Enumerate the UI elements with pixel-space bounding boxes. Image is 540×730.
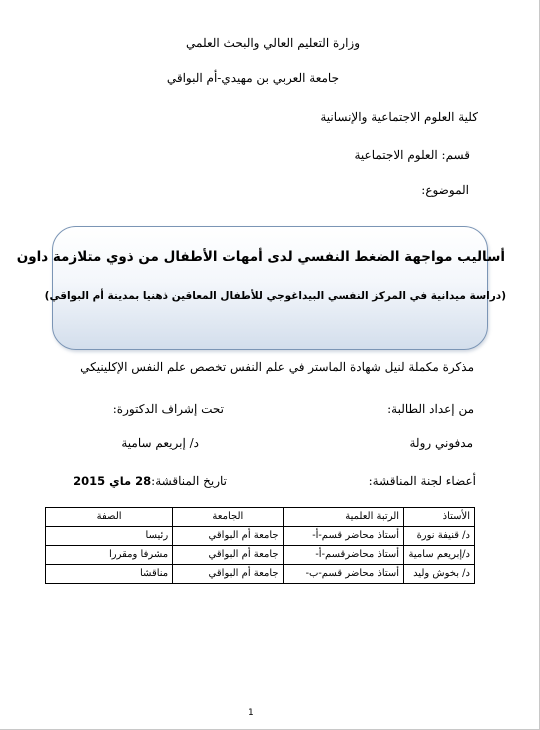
title-box	[52, 226, 488, 350]
discussion-date	[73, 474, 227, 488]
discussion-date-value: 28 ماي 2015	[73, 474, 152, 488]
cell-professor: د/ بخوش وليد	[404, 565, 475, 584]
committee-table	[45, 507, 475, 584]
header-rank: الرتبة العلمية	[283, 508, 404, 527]
department-name: قسم: العلوم الاجتماعية	[354, 148, 470, 162]
thesis-title: أساليب مواجهة الضغط النفسي لدى أمهات الأطفال من ذوي متلازمة داون	[16, 249, 505, 265]
faculty-name: كلية العلوم الاجتماعية والإنسانية	[320, 110, 478, 124]
header-role: الصفة	[46, 508, 173, 527]
cell-rank: أستاذ محاضر قسم-ب-	[283, 565, 404, 584]
student-label: من إعداد الطالبة:	[387, 402, 474, 416]
cell-rank: أستاذ محاضرقسم-أ-	[283, 546, 404, 565]
cell-university: جامعة أم البواقي	[173, 527, 283, 546]
table-row	[46, 546, 475, 565]
header-university: الجامعة	[173, 508, 283, 527]
table-row	[46, 565, 475, 584]
cell-role: مشرفا ومقررا	[46, 546, 173, 565]
committee-label: أعضاء لجنة المناقشة:	[368, 474, 476, 488]
cell-university: جامعة أم البواقي	[173, 546, 283, 565]
cell-professor: د/ قنيفة نورة	[404, 527, 475, 546]
discussion-date-label: تاريخ المناقشة:	[151, 474, 227, 488]
page-number: 1	[248, 708, 254, 718]
cell-rank: أستاذ محاضر قسم-أ-	[283, 527, 404, 546]
table-row	[46, 527, 475, 546]
ministry-name: وزارة التعليم العالي والبحث العلمي	[186, 36, 360, 50]
cell-university: جامعة أم البواقي	[173, 565, 283, 584]
supervisor-name: د/ إبريعم سامية	[121, 436, 199, 450]
cell-role: رئيسا	[46, 527, 173, 546]
cell-role: مناقشا	[46, 565, 173, 584]
subject-label: الموضوع:	[421, 183, 469, 197]
supervisor-label: تحت إشراف الدكتورة:	[112, 402, 224, 416]
header-professor: الأستاذ	[404, 508, 475, 527]
thesis-subtitle: (دراسة ميدانية في المركز النفسي البيداغوجي للأطفال المعاقين ذهنيا بمدينة أم البواقي)	[44, 290, 506, 302]
university-name: جامعة العربي بن مهيدي-أم البواقي	[166, 71, 339, 85]
cell-professor: د/إبريعم سامية	[404, 546, 475, 565]
thesis-note: مذكرة مكملة لنيل شهادة الماستر في علم النفس تخصص علم النفس الإكلينيكي	[80, 360, 474, 374]
student-name: مدفوني رولة	[409, 436, 473, 450]
table-header-row	[46, 508, 475, 527]
